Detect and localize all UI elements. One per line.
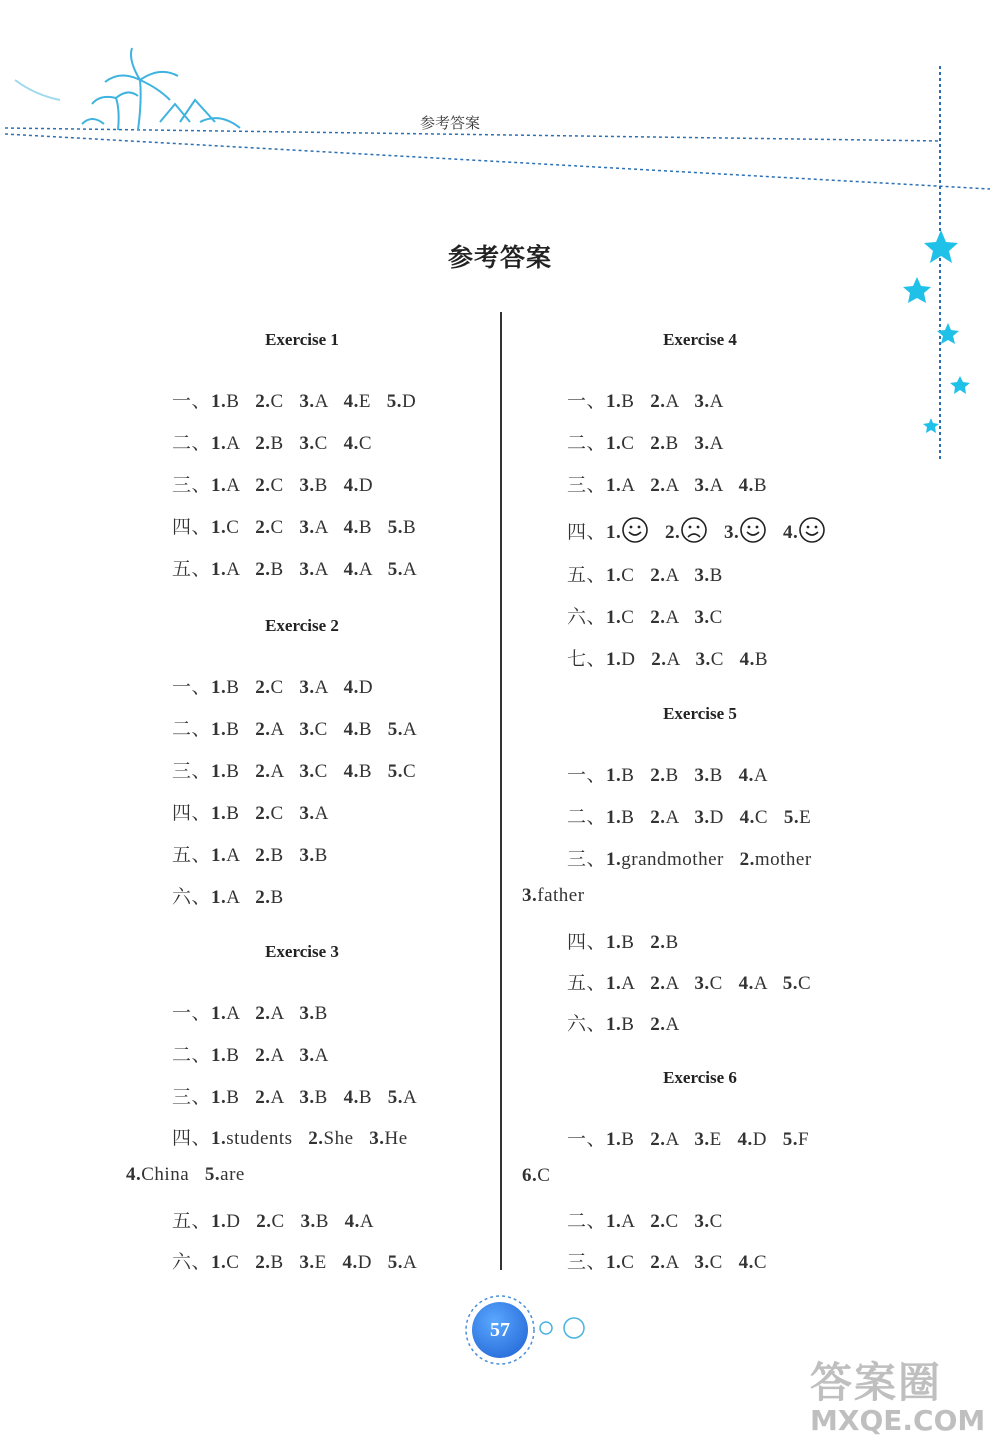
answer-row: 二、1.B 2.A 3.D 4.C 5.E <box>567 807 812 828</box>
answer-row: 五、1.C 2.A 3.B <box>567 565 723 586</box>
answer-row: 一、1.A 2.A 3.B <box>172 1003 328 1024</box>
answer-row: 六、1.C 2.B 3.E 4.D 5.A <box>172 1252 418 1273</box>
answer-row: 三、1.B 2.A 3.C 4.B 5.C <box>172 761 417 782</box>
answer-row: 四、1.C 2.C 3.A 4.B 5.B <box>172 517 417 538</box>
palm-tree-icon <box>15 48 240 130</box>
answer-row: 三、1.B 2.A 3.B 4.B 5.A <box>172 1087 418 1108</box>
answer-row: 二、1.A 2.B 3.C 4.C <box>172 433 373 454</box>
exercise-title: Exercise 1 <box>265 330 339 349</box>
exercise-title: Exercise 6 <box>663 1068 737 1087</box>
smiley-face-icon <box>798 516 826 544</box>
exercise-title: Exercise 4 <box>663 330 737 349</box>
answer-row: 五、1.A 2.A 3.C 4.A 5.C <box>567 973 812 994</box>
exercise-title: Exercise 5 <box>663 704 737 723</box>
exercise-title: Exercise 2 <box>265 616 339 635</box>
answer-row: 四、1.B 2.C 3.A <box>172 803 329 824</box>
watermark-line2: MXQE.COM <box>810 1404 986 1437</box>
answer-row: 二、1.B 2.A 3.A <box>172 1045 329 1066</box>
answer-row: 一、1.B 2.C 3.A 4.E 5.D <box>172 391 417 412</box>
answer-row: 三、1.A 2.C 3.B 4.D <box>172 475 374 496</box>
header-title: 参考答案 <box>420 114 481 132</box>
page-number: 57 <box>472 1302 528 1358</box>
answer-row: 二、1.C 2.B 3.A <box>567 433 724 454</box>
smiley-face-icon <box>621 516 649 544</box>
answer-row: 六、1.C 2.A 3.C <box>567 607 723 628</box>
answer-row: 3.father <box>522 885 585 906</box>
answer-row: 一、1.B 2.A 3.A <box>567 391 724 412</box>
exercise-title: Exercise 3 <box>265 942 339 961</box>
watermark-logo <box>810 1360 990 1450</box>
answer-row: 三、1.A 2.A 3.A 4.B <box>567 475 768 496</box>
sad-face-icon <box>680 516 708 544</box>
column-divider <box>500 312 502 1270</box>
page-title: 参考答案 <box>447 243 552 272</box>
answer-row: 五、1.A 2.B 3.B <box>172 845 328 866</box>
answer-row: 6.C <box>522 1165 551 1186</box>
answer-row: 六、1.B 2.A <box>567 1014 680 1035</box>
answer-row: 七、1.D 2.A 3.C 4.B <box>567 649 769 670</box>
answer-row: 四、1.B 2.B <box>567 932 679 953</box>
answer-row: 五、1.D 2.C 3.B 4.A <box>172 1211 375 1232</box>
watermark-line1: 答案圈 <box>810 1358 943 1407</box>
answer-row: 二、1.A 2.C 3.C <box>567 1211 723 1232</box>
answer-row: 四、1.students 2.She 3.He <box>172 1128 408 1149</box>
answer-row: 四、1. 2. 3. 4. <box>567 516 826 544</box>
answer-row: 一、1.B 2.A 3.E 4.D 5.F <box>567 1129 810 1150</box>
answer-row: 一、1.B 2.C 3.A 4.D <box>172 677 374 698</box>
answer-row: 五、1.A 2.B 3.A 4.A 5.A <box>172 559 418 580</box>
answer-row: 六、1.A 2.B <box>172 887 284 908</box>
answer-row: 二、1.B 2.A 3.C 4.B 5.A <box>172 719 418 740</box>
answer-row: 一、1.B 2.B 3.B 4.A <box>567 765 769 786</box>
answer-row: 三、1.C 2.A 3.C 4.C <box>567 1252 768 1273</box>
answer-row: 三、1.grandmother 2.mother <box>567 849 812 870</box>
answer-row: 4.China 5.are <box>126 1164 245 1185</box>
smiley-face-icon <box>739 516 767 544</box>
